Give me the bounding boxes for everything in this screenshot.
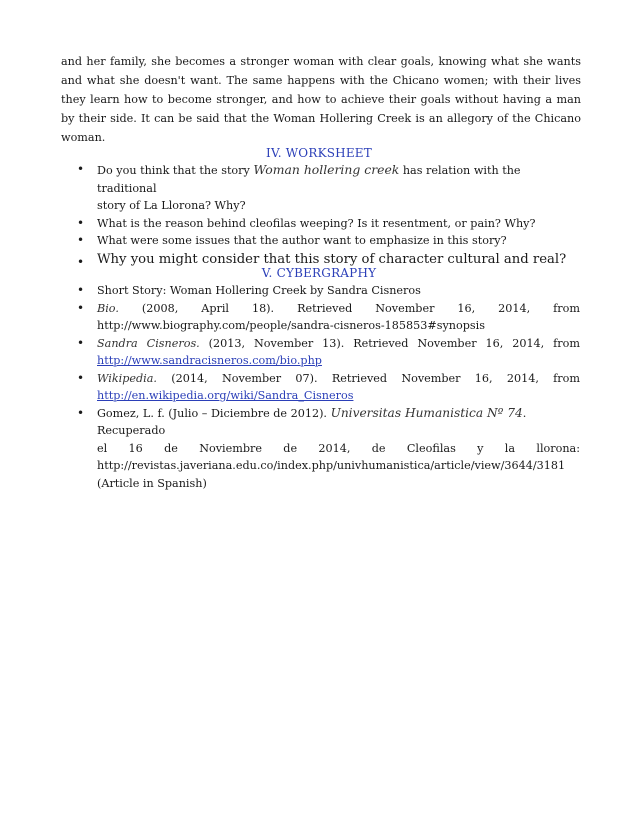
citation-text: (2008, April 18). Retrieved November 16, 2014, from: [118, 301, 580, 315]
item-text: What were some issues that the author want to emphasize in this story?: [97, 234, 507, 247]
bullet-icon: •: [77, 215, 85, 230]
cybergraphy-heading: V. CYBERGRAPHY: [261, 266, 377, 280]
cybergraphy-list: [0, 282, 638, 492]
item-text: Do you think that the story: [97, 164, 254, 177]
bullet-icon: •: [77, 405, 85, 420]
worksheet-heading: IV. WORKSHEET: [266, 146, 372, 160]
source-title: Wikipedia.: [97, 371, 157, 385]
bullet-icon: •: [77, 233, 85, 247]
story-title: Woman hollering creek: [253, 162, 400, 177]
item-text: Why you might consider that this story of character cultural and real?: [97, 251, 567, 267]
bullet-icon: •: [77, 370, 85, 385]
citation-url: http://revistas.javeriana.edu.co/index.php/univhumanistica/article/view/3644/3181: [97, 459, 566, 472]
item-text: has relation with the traditional: [97, 164, 521, 195]
citation-text: (2013, November 13). Retrieved November 16, 2014, from: [199, 336, 580, 350]
bullet-icon: •: [77, 300, 85, 315]
citation-text: Gomez, L. f. (Julio – Diciembre de 2012).: [97, 406, 331, 420]
citation-link[interactable]: http://en.wikipedia.org/wiki/Sandra_Cisneros: [97, 389, 354, 402]
list-item: [0, 370, 638, 405]
source-title: Sandra Cisneros.: [97, 336, 200, 350]
list-item: [0, 232, 638, 250]
intro-paragraph: and her family, she becomes a stronger woman with clear goals, knowing what she wants and what she doesn't want. The same happens with the Chicano women; with their lives they learn how to become stronger, and how to achieve their goals without having a man by their side. It can be said that the Woman Hollering Creek is an allegory of the Chicano woman.: [61, 55, 581, 144]
list-item: [0, 300, 638, 335]
bullet-icon: •: [77, 335, 85, 350]
bullet-icon: •: [77, 254, 85, 269]
source-title: Universitas Humanistica Nº 74: [330, 405, 523, 420]
worksheet-list: [0, 161, 638, 270]
bullet-icon: •: [77, 162, 85, 176]
list-item: [0, 405, 638, 493]
item-text: Short Story: Woman Hollering Creek by Sandra Cisneros: [97, 284, 421, 297]
citation-text: . Recuperado: [97, 406, 527, 437]
citation-note: (Article in Spanish): [97, 476, 207, 490]
citation-text: el 16 de Noviembre de 2014, de Cleofilas y la llorona:: [97, 441, 580, 455]
item-text: What is the reason behind cleofilas weeping? Is it resentment, or pain? Why?: [97, 216, 536, 230]
citation-url: http://www.biography.com/people/sandra-cisneros-185853#synopsis: [97, 319, 485, 332]
source-title: Bio.: [97, 301, 119, 315]
list-item: [0, 215, 638, 233]
bullet-icon: •: [77, 283, 85, 297]
list-item: [0, 335, 638, 370]
list-item: [0, 282, 638, 300]
item-text-continued: story of La Llorona? Why?: [97, 199, 246, 212]
citation-text: (2014, November 07). Retrieved November 16, 2014, from: [157, 371, 580, 385]
list-item: [0, 161, 638, 215]
citation-link[interactable]: http://www.sandracisneros.com/bio.php: [97, 354, 322, 367]
